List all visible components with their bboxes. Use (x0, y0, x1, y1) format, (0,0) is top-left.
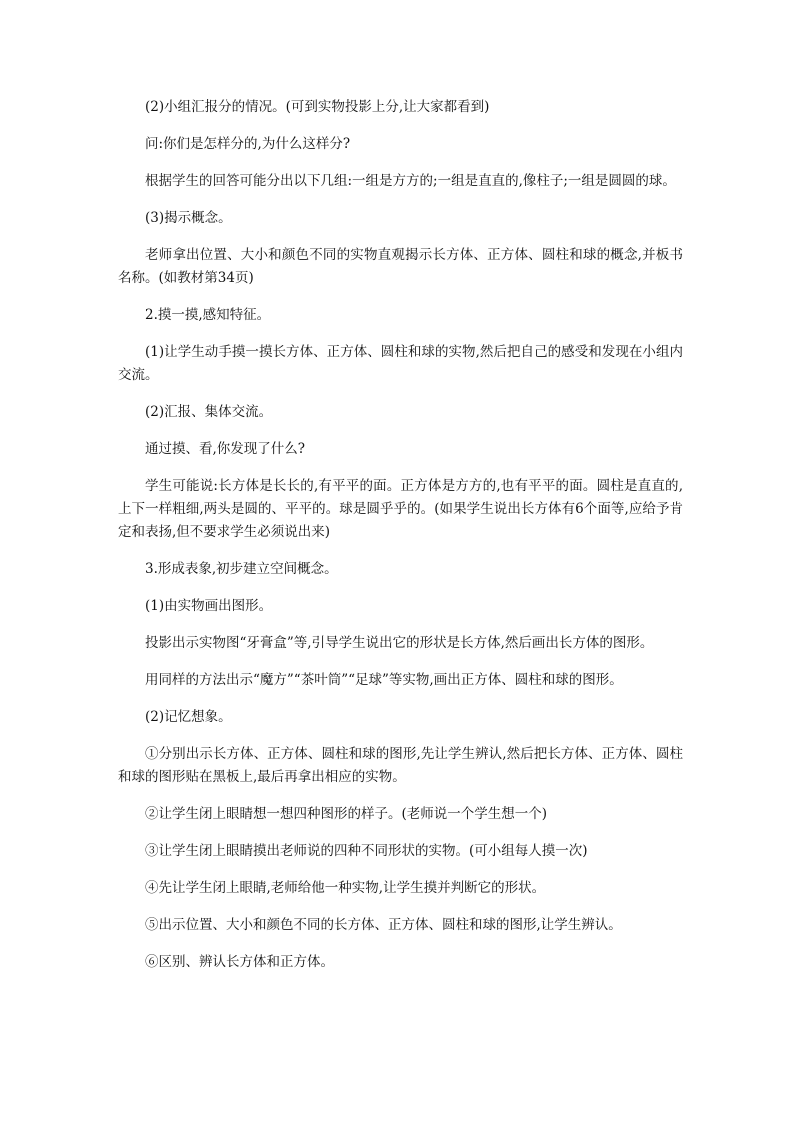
paragraph-step-6: ⑥区别、辨认长方体和正方体。 (145, 954, 334, 970)
paragraph-step-5: ⑤出示位置、大小和颜色不同的长方体、正方体、圆柱和球的图形,让学生辨认。 (145, 917, 622, 933)
paragraph-touch-heading: 2.摸一摸,感知特征。 (145, 307, 271, 323)
paragraph-form-image-heading: 3.形成表象,初步建立空间概念。 (145, 561, 338, 577)
paragraph-group-report: (2)小组汇报分的情况。(可到实物投影上分,让大家都看到) (145, 99, 490, 115)
paragraph-step-1: ①分别出示长方体、正方体、圆柱和球的图形,先让学生辨认,然后把长方体、正方体、圆柱和球的图形贴在黑板上,最后再拿出相应的实物。 (118, 746, 683, 785)
paragraph-step-2: ②让学生闭上眼睛想一想四种图形的样子。(老师说一个学生想一个) (145, 806, 548, 822)
paragraph-touch-objects: (1)让学生动手摸一摸长方体、正方体、圆柱和球的实物,然后把自己的感受和发现在小组内交流。 (118, 344, 683, 383)
paragraph-draw-from-objects: (1)由实物画出图形。 (145, 598, 273, 614)
paragraph-reveal-concept: 老师拿出位置、大小和颜色不同的实物直观揭示长方体、正方体、圆柱和球的概念,并板书名称。(如教材第34页) (118, 247, 683, 286)
paragraph-toothpaste-box: 投影出示实物图“牙膏盒”等,引导学生说出它的形状是长方体,然后画出长方体的图形。 (145, 635, 654, 651)
paragraph-student-answers: 学生可能说:长方体是长长的,有平平的面。正方体是方方的,也有平平的面。圆柱是直直的,上下一样粗细,两头是圆的、平平的。球是圆乎乎的。(如果学生说出长方体有6个面等,应给予肯定和表扬,但不要求学生必须说出来) (118, 478, 683, 540)
paragraph-question-how-divided: 问:你们是怎样分的,为什么这样分? (145, 136, 351, 152)
paragraph-memory-imagination: (2)记忆想象。 (145, 709, 232, 725)
paragraph-same-method: 用同样的方法出示“魔方”“茶叶筒”“足球”等实物,画出正方体、圆柱和球的图形。 (145, 672, 623, 688)
paragraph-step-4: ④先让学生闭上眼睛,老师给他一种实物,让学生摸并判断它的形状。 (145, 880, 546, 896)
paragraph-report-exchange: (2)汇报、集体交流。 (145, 404, 273, 420)
paragraph-possible-groups: 根据学生的回答可能分出以下几组:一组是方方的;一组是直直的,像柱子;一组是圆圆的球。 (145, 173, 676, 189)
document-page (118, 96, 683, 988)
paragraph-step-3: ③让学生闭上眼睛摸出老师说的四种不同形状的实物。(可小组每人摸一次) (145, 843, 588, 859)
paragraph-reveal-concept-heading: (3)揭示概念。 (145, 210, 232, 226)
paragraph-what-found: 通过摸、看,你发现了什么? (145, 441, 306, 457)
